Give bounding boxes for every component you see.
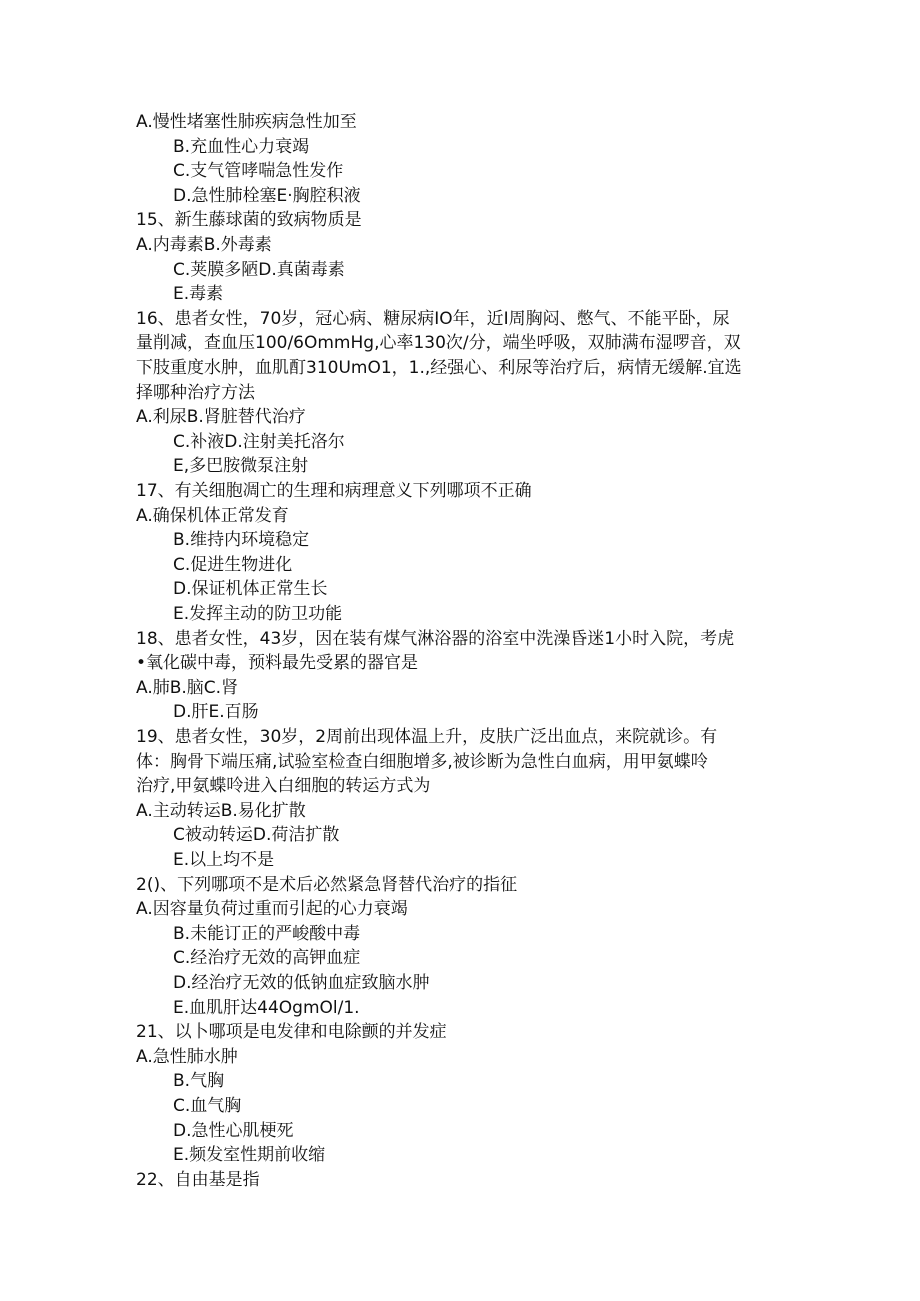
answer-option-line: A.内毒素B.外毒素 bbox=[136, 235, 272, 255]
answer-option-line: B.未能订正的严峻酸中毒 bbox=[173, 923, 361, 944]
question-text-line: 17、有关细胞凋亡的生理和病理意义下列哪项不正确 bbox=[136, 481, 532, 501]
answer-option-line: B.充血性心力衰竭 bbox=[173, 136, 310, 157]
answer-option-line: A.慢性堵塞性肺疾病急性加至 bbox=[136, 112, 357, 132]
question-text-line: 治疗,甲氨蝶呤进入白细胞的转运方式为 bbox=[136, 776, 431, 797]
answer-option-line: A.主动转运B.易化扩散 bbox=[136, 800, 306, 821]
answer-option-line: C.促进生物进化 bbox=[173, 554, 293, 575]
answer-option-line: A.利尿B.肾脏替代治疗 bbox=[136, 407, 306, 428]
answer-option-line: E.血肌肝达44OgmOl/1. bbox=[173, 997, 360, 1018]
question-text-line: 择哪种治疗方法 bbox=[136, 382, 255, 403]
answer-option-line: C被动转运D.荷洁扩散 bbox=[173, 825, 340, 846]
answer-option-line: D.急性肺栓塞E·胸腔积液 bbox=[173, 185, 361, 206]
answer-option-line: D.保证机体正常生长 bbox=[173, 579, 328, 600]
answer-option-line: C.支气管哮喘急性发作 bbox=[173, 161, 344, 182]
answer-option-line: C.补液D.注射美托洛尔 bbox=[173, 431, 345, 452]
question-text-line: 体：胸骨下端压痛,试验室检查白细胞增多,被诊断为急性白血病，用甲氨蝶呤 bbox=[136, 751, 708, 772]
question-text-line: •氧化碳中毒，预料最先受累的器官是 bbox=[136, 653, 419, 674]
answer-option-line: B.气胸 bbox=[173, 1071, 225, 1092]
question-text-line: 22、自由基是指 bbox=[136, 1169, 260, 1190]
question-text-line: 下肢重度水肿，血肌酊310UmO1，1.,经强心、利尿等治疗后，病情无缓解.宜选 bbox=[136, 358, 742, 378]
answer-option-line: D.肝E.百肠 bbox=[173, 702, 259, 723]
answer-option-line: B.维持内环境稳定 bbox=[173, 530, 310, 551]
question-text-line: 19、患者女性，30岁，2周前出现体温上升，皮肤广泛出血点，来院就诊。有 bbox=[136, 727, 718, 747]
answer-option-line: E.毒素 bbox=[173, 284, 224, 305]
question-text-line: 2()、下列哪项不是术后必然紧急肾替代治疗的指征 bbox=[136, 874, 518, 895]
answer-option-line: A.肺B.脑C.肾 bbox=[136, 677, 239, 698]
answer-option-line: C.经治疗无效的高钾血症 bbox=[173, 948, 361, 969]
answer-option-line: C.荚膜多陋D.真菌毒素 bbox=[173, 259, 345, 280]
question-text-line: 21、以卜哪项是电发律和电除颤的并发症 bbox=[136, 1022, 447, 1043]
answer-option-line: A.确保机体正常发育 bbox=[136, 505, 289, 526]
answer-option-line: C.血气胸 bbox=[173, 1096, 242, 1116]
answer-option-line: D.经治疗无效的低钠血症致脑水肿 bbox=[173, 973, 430, 993]
answer-option-line: E.以上均不是 bbox=[173, 850, 275, 870]
question-text-line: 15、新生藤球菌的致病物质是 bbox=[136, 210, 362, 231]
answer-option-line: E.发挥主动的防卫功能 bbox=[173, 604, 343, 624]
question-text-line: 16、患者女性，70岁，冠心病、糖尿病IO年，近I周胸闷、憋气、不能平卧，尿 bbox=[136, 308, 730, 329]
question-text-line: 量削减，查血压100/6OmmHg,心率130次/分，端坐呼吸，双肺满布湿啰音，双 bbox=[136, 333, 741, 354]
answer-option-line: D.急性心肌梗死 bbox=[173, 1120, 294, 1141]
answer-option-line: E.频发室性期前收缩 bbox=[173, 1145, 326, 1166]
answer-option-line: E,多巴胺微泵注射 bbox=[173, 456, 309, 477]
answer-option-line: A.因容量负荷过重而引起的心力衰竭 bbox=[136, 899, 408, 920]
answer-option-line: A.急性肺水肿 bbox=[136, 1046, 238, 1067]
question-text-line: 18、患者女性，43岁，因在装有煤气淋浴器的浴室中洗澡昏迷1小时入院，考虎 bbox=[136, 628, 735, 649]
